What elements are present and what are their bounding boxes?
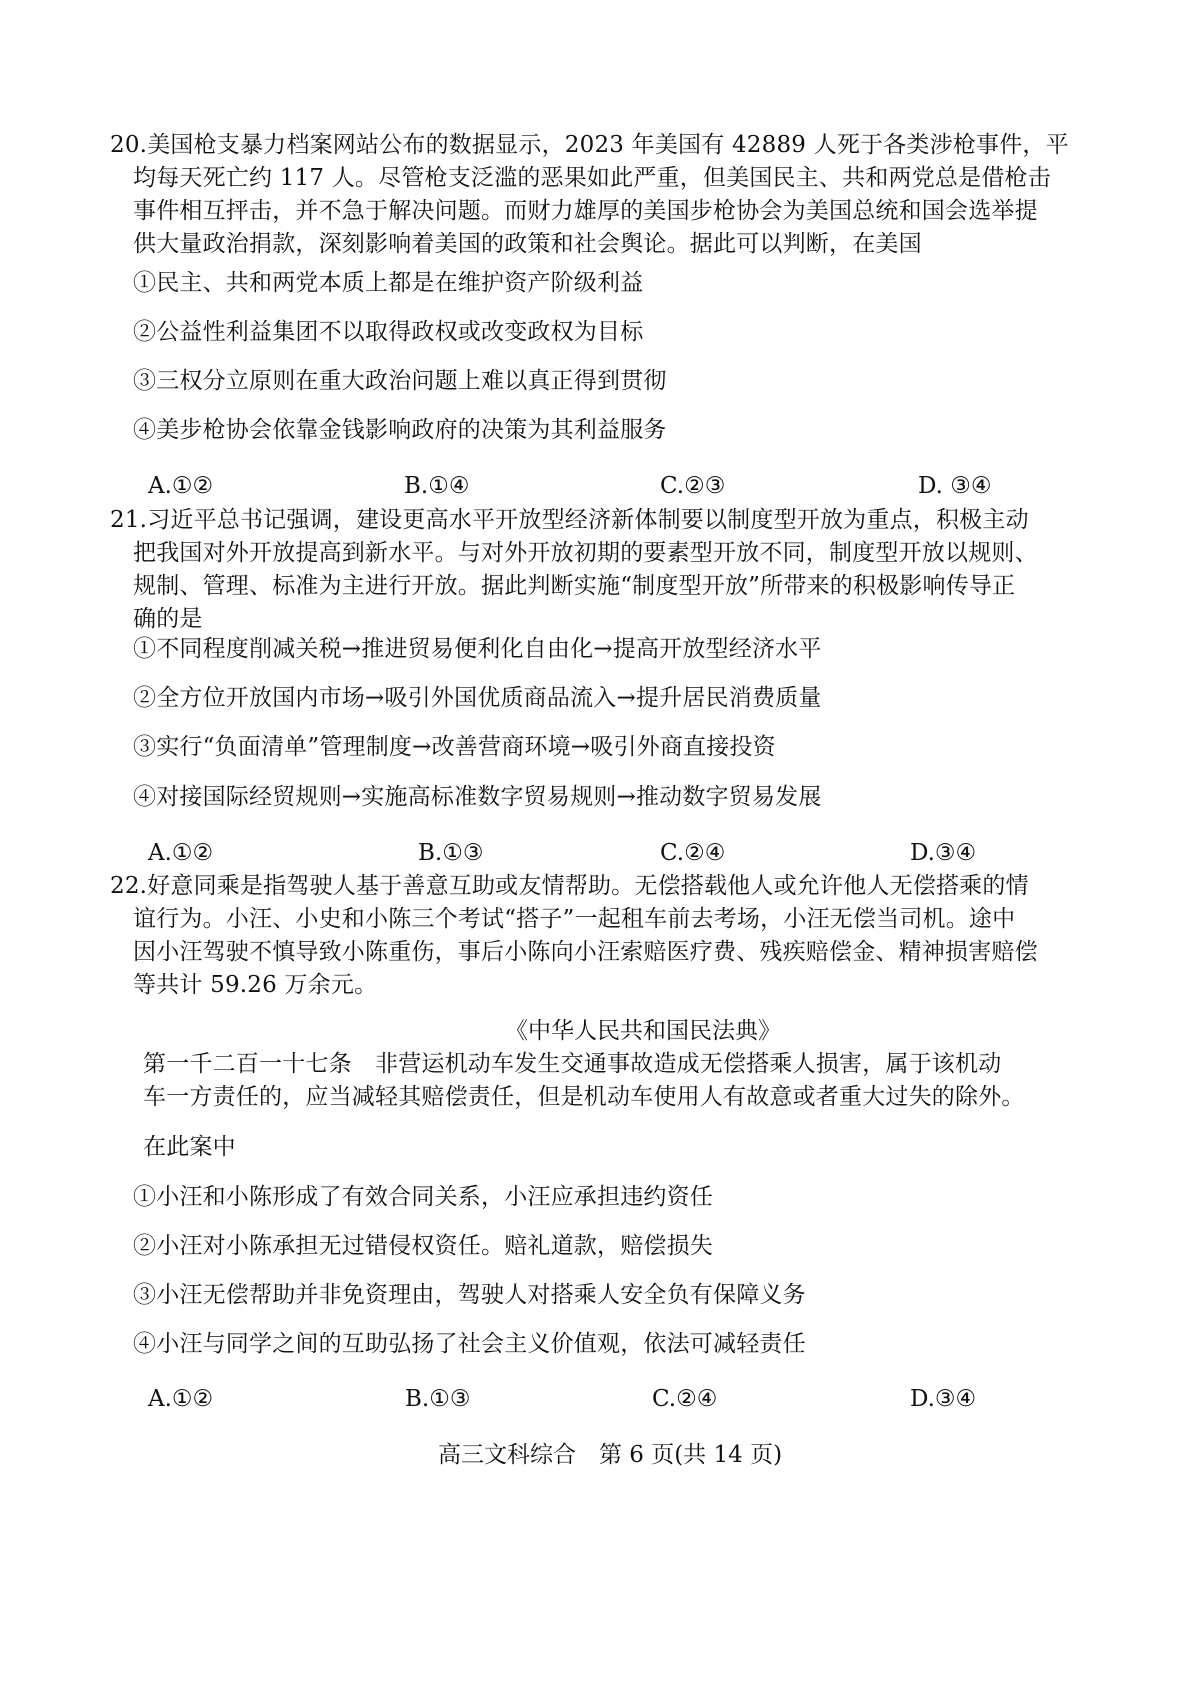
question-20-line-4: 供大量政治捐款，深刻影响着美国的政策和社会舆论。据此可以判断，在美国 <box>133 231 922 257</box>
question-number: 22. <box>110 873 148 899</box>
question-21-line-4: 确的是 <box>133 606 203 632</box>
statement-4: ④美步枪协会依靠金钱影响政府的决策为其利益服务 <box>133 417 667 443</box>
question-stem-text: 习近平总书记强调，建设更高水平开放型经济新体制要以制度型开放为重点，积极主动 <box>147 507 1029 533</box>
option-a: A.①② <box>148 473 214 499</box>
statement-1: ①不同程度削减关税→推进贸易便利化自由化→提高开放型经济水平 <box>133 636 822 662</box>
page-footer: 高三文科综合 第 6 页(共 14 页) <box>437 1442 783 1468</box>
option-c: C.②③ <box>660 473 726 499</box>
question-number: 20. <box>110 132 148 158</box>
statement-4: ④对接国际经贸规则→实施高标准数字贸易规则→推动数字贸易发展 <box>133 784 822 810</box>
statement-3: ③三权分立原则在重大政治问题上难以真正得到贯彻 <box>133 368 667 394</box>
question-22-line-3: 因小汪驾驶不慎导致小陈重伤，事后小陈向小汪索赔医疗费、残疾赔偿金、精神损害赔偿 <box>133 939 1038 965</box>
option-b: B.①③ <box>405 1386 471 1412</box>
option-d: D.③④ <box>910 1386 977 1412</box>
statement-1: ①小汪和小陈形成了有效合同关系，小汪应承担违约资任 <box>133 1184 713 1210</box>
statement-2: ②全方位开放国内市场→吸引外国优质商品流入→提升居民消费质量 <box>133 685 822 711</box>
statement-4: ④小汪与同学之间的互助弘扬了社会主义价值观，依法可减轻责任 <box>133 1331 806 1357</box>
statement-2: ②公益性利益集团不以取得政权或改变政权为目标 <box>133 319 644 345</box>
statement-1: ①民主、共和两党本质上都是在维护资产阶级利益 <box>133 270 644 296</box>
question-22-line-2: 谊行为。小汪、小史和小陈三个考试“搭子”一起租车前去考场，小汪无偿当司机。途中 <box>133 906 1016 932</box>
question-22-line-4: 等共计 59.26 万余元。 <box>133 972 378 998</box>
question-lead: 在此案中 <box>143 1134 236 1160</box>
option-b: B.①④ <box>404 473 470 499</box>
question-20-line-2: 均每天死亡约 117 人。尽管枪支泛滥的恶果如此严重，但美国民主、共和两党总是借枪击 <box>133 165 1051 191</box>
option-a: A.①② <box>148 1386 214 1412</box>
question-20-line-3: 事件相互抨击，并不急于解决问题。而财力雄厚的美国步枪协会为美国总统和国会选举提 <box>133 198 1038 224</box>
option-d: D.③④ <box>910 840 977 866</box>
option-d: D. ③④ <box>918 473 992 499</box>
statement-2: ②小汪对小陈承担无过错侵权资任。赔礼道款，赔偿损失 <box>133 1233 713 1259</box>
question-20-line-1 <box>110 128 1069 162</box>
statement-3: ③小汪无偿帮助并非免资理由，驾驶人对搭乘人安全负有保障义务 <box>133 1282 806 1308</box>
question-number: 21. <box>110 507 148 533</box>
law-text-line-2: 车一方责任的，应当减轻其赔偿责任，但是机动车使用人有故意或者重大过失的除外。 <box>143 1084 1025 1110</box>
question-21-line-2: 把我国对外开放提高到新水平。与对外开放初期的要素型开放不同，制度型开放以规则、 <box>133 540 1038 566</box>
question-stem-text: 美国枪支暴力档案网站公布的数据显示，2023 年美国有 42889 人死于各类涉枪事件，平 <box>147 132 1069 158</box>
question-21-line-1 <box>110 503 1029 537</box>
option-c: C.②④ <box>660 840 726 866</box>
option-b: B.①③ <box>418 840 484 866</box>
option-c: C.②④ <box>652 1386 718 1412</box>
law-title: 《中华人民共和国民法典》 <box>505 1018 781 1044</box>
law-text-line-1: 第一千二百一十七条 非营运机动车发生交通事故造成无偿搭乘人损害，属于该机动 <box>143 1051 1002 1077</box>
statement-3: ③实行“负面清单”管理制度→改善营商环境→吸引外商直接投资 <box>133 734 776 760</box>
option-a: A.①② <box>148 840 214 866</box>
question-21-line-3: 规制、管理、标准为主进行开放。据此判断实施“制度型开放”所带来的积极影响传导正 <box>133 573 1016 599</box>
question-22-line-1 <box>110 869 1029 903</box>
question-stem-text: 好意同乘是指驾驶人基于善意互助或友情帮助。无偿搭载他人或允许他人无偿搭乘的情 <box>147 873 1029 899</box>
